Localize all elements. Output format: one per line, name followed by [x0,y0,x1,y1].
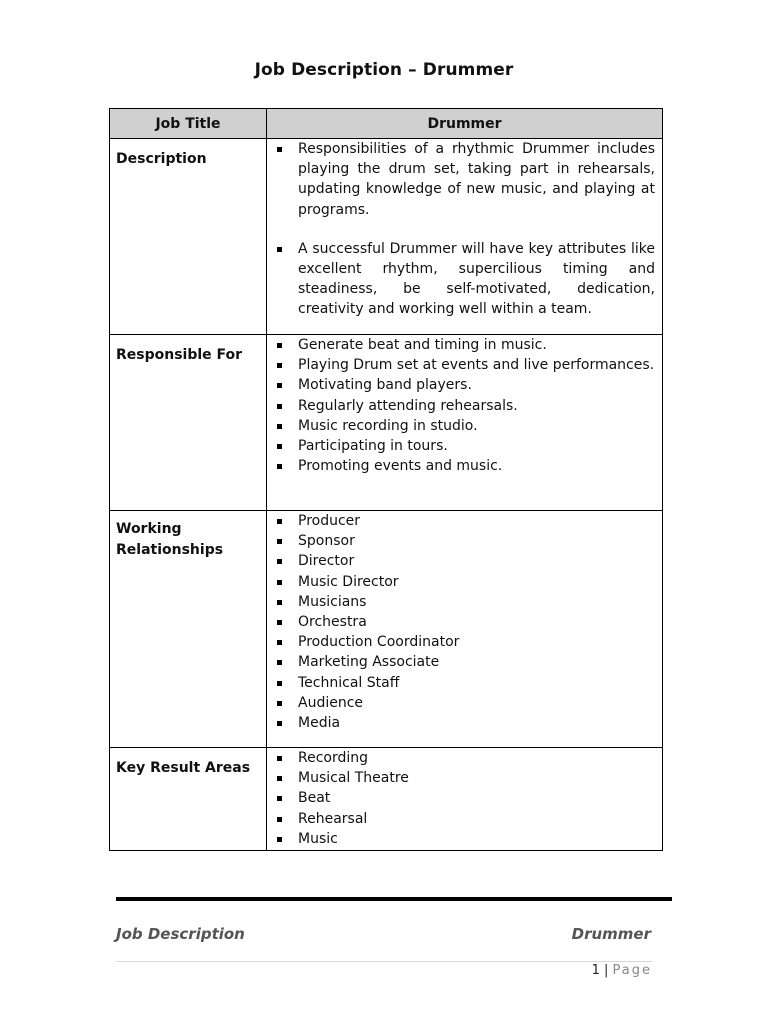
bullet-list [267,139,662,320]
list-item: Rehearsal [298,809,655,829]
footer-divider-thin [116,961,652,962]
row-content-cell [267,511,663,748]
list-item: Music recording in studio. [298,416,655,436]
list-item: Music [298,829,655,849]
table-row-key-result-areas [110,748,663,851]
list-item: Playing Drum set at events and live performances. [298,355,655,375]
page-number-value: 1 [591,963,600,978]
table-row-responsible-for [110,335,663,511]
list-item: Generate beat and timing in music. [298,335,655,355]
bullet-list [267,511,662,733]
list-item: Regularly attending rehearsals. [298,396,655,416]
row-content-cell [267,335,663,511]
list-item: Promoting events and music. [298,456,655,476]
table-row-working-relationships [110,511,663,748]
page-number [592,963,652,978]
row-label-cell [110,511,267,748]
row-content-cell [267,139,663,335]
bullet-list [267,748,662,849]
bullet-list [267,335,662,476]
header-job-title: Job Title [110,109,267,139]
row-label-cell [110,335,267,511]
document-title: Job Description – Drummer [254,60,514,80]
list-item: Musicians [298,592,655,612]
header-job-name: Drummer [267,109,663,139]
list-item: A successful Drummer will have key attributes like excellent rhythm, supercilious timing and steadiness, be self-motivated, dedication, creativity and working well within a team. [298,239,655,320]
table-row-description [110,139,663,335]
row-label: Key Result Areas [116,760,251,776]
row-label: Description [116,151,207,167]
job-description-table [109,108,663,851]
list-item: Marketing Associate [298,652,655,672]
list-item: Music Director [298,572,655,592]
list-item: Technical Staff [298,673,655,693]
footer-divider-thick [116,897,672,901]
list-item: Motivating band players. [298,375,655,395]
footer-job-name: Drummer [571,925,651,943]
list-item: Beat [298,788,655,808]
list-item: Director [298,551,655,571]
list-item: Audience [298,693,655,713]
row-label-cell [110,139,267,335]
list-item: Sponsor [298,531,655,551]
page-number-separator: | [603,963,609,978]
list-item: Participating in tours. [298,436,655,456]
page-number-label: Page [612,963,652,978]
list-item: Orchestra [298,612,655,632]
row-label: Working Relationships [116,521,224,558]
list-item: Recording [298,748,655,768]
list-item: Musical Theatre [298,768,655,788]
row-label: Responsible For [116,347,243,363]
row-content-cell [267,748,663,851]
list-item: Producer [298,511,655,531]
list-item: Media [298,713,655,733]
table-header-row [110,109,663,139]
row-label-cell [110,748,267,851]
list-item: Responsibilities of a rhythmic Drummer includes playing the drum set, taking part in rehearsals, updating knowledge of new music, and playing at programs. [298,139,655,220]
footer-document-name: Job Description [116,925,245,943]
list-item: Production Coordinator [298,632,655,652]
